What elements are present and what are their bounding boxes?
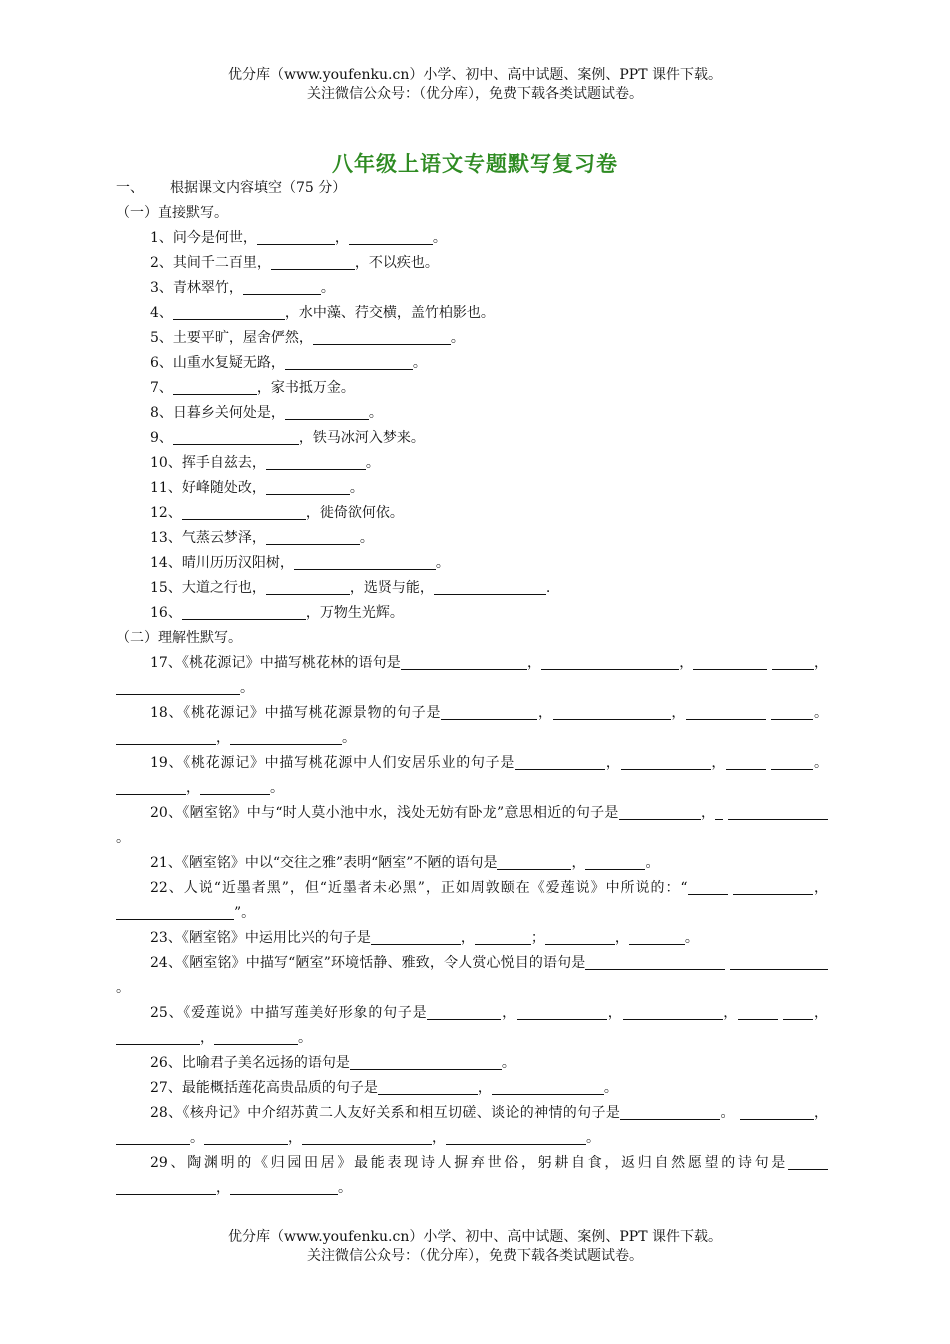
question-10: 10、挥手自兹去， 。 xyxy=(150,455,380,471)
answer-blank[interactable] xyxy=(726,753,766,770)
answer-blank[interactable] xyxy=(173,428,299,445)
question-23: 23、《陋室铭》中运用比兴的句子是 ， ； ， 。 xyxy=(150,930,699,946)
answer-blank[interactable] xyxy=(730,953,828,970)
answer-blank[interactable] xyxy=(715,803,723,820)
question-7: 7、 ，家书抵万金。 xyxy=(150,380,355,396)
answer-blank[interactable] xyxy=(629,928,685,945)
answer-blank[interactable] xyxy=(271,253,355,270)
question-2: 2、其间千二百里， ，不以疾也。 xyxy=(150,255,439,271)
exam-content xyxy=(116,176,828,1201)
answer-blank[interactable] xyxy=(257,228,335,245)
answer-blank[interactable] xyxy=(116,778,186,795)
answer-blank[interactable] xyxy=(116,728,216,745)
answer-blank[interactable] xyxy=(302,1128,432,1145)
question-5: 5、土要平旷，屋舍俨然， 。 xyxy=(150,330,465,346)
question-3: 3、青林翠竹， 。 xyxy=(150,280,335,296)
answer-blank[interactable] xyxy=(497,853,571,870)
answer-blank[interactable] xyxy=(553,703,671,720)
answer-blank[interactable] xyxy=(620,1103,720,1120)
answer-blank[interactable] xyxy=(116,1128,190,1145)
answer-blank[interactable] xyxy=(116,903,234,920)
answer-blank[interactable] xyxy=(771,703,813,720)
answer-blank[interactable] xyxy=(545,928,615,945)
question-14: 14、晴川历历汉阳树， 。 xyxy=(150,555,450,571)
header-line-2: 关注微信公众号：（优分库），免费下载各类试题试卷。 xyxy=(307,86,643,102)
answer-blank[interactable] xyxy=(585,853,645,870)
page-footer xyxy=(0,1228,950,1266)
answer-blank[interactable] xyxy=(619,803,701,820)
answer-blank[interactable] xyxy=(350,1053,502,1070)
answer-blank[interactable] xyxy=(116,1028,200,1045)
answer-blank[interactable] xyxy=(116,678,240,695)
answer-blank[interactable] xyxy=(313,328,451,345)
footer-line-2: 关注微信公众号：（优分库），免费下载各类试题试卷。 xyxy=(307,1248,643,1264)
answer-blank[interactable] xyxy=(173,303,285,320)
answer-blank[interactable] xyxy=(349,228,433,245)
question-26: 26、比喻君子美名远扬的语句是 。 xyxy=(150,1055,516,1071)
question-12: 12、 ，徙倚欲何依。 xyxy=(150,505,404,521)
page-header xyxy=(0,66,950,104)
question-6: 6、山重水复疑无路， 。 xyxy=(150,355,427,371)
part-1-heading: （一）直接默写。 xyxy=(116,205,228,221)
answer-blank[interactable] xyxy=(740,1103,814,1120)
question-22: 22、人说“近墨者黑”，但“近墨者未必黑”，正如周敦颐在《爱莲说》中所说的：“ ，”。 xyxy=(116,876,828,926)
answer-blank[interactable] xyxy=(266,453,366,470)
answer-blank[interactable] xyxy=(378,1078,478,1095)
part-2-heading: （二）理解性默写。 xyxy=(116,630,242,646)
page-title: 八年级上语文专题默写复习卷 xyxy=(332,151,618,176)
question-1: 1、问今是何世， ， 。 xyxy=(150,230,447,246)
answer-blank[interactable] xyxy=(733,878,813,895)
answer-blank[interactable] xyxy=(371,928,461,945)
question-27: 27、最能概括莲花高贵品质的句子是 ， 。 xyxy=(150,1080,618,1096)
question-28: 28、《核舟记》中介绍苏黄二人友好关系和相互切磋、谈论的神情的句子是 。 ，。 ， ， 。 xyxy=(116,1101,828,1151)
answer-blank[interactable] xyxy=(771,753,813,770)
answer-blank[interactable] xyxy=(285,403,369,420)
answer-blank[interactable] xyxy=(294,553,436,570)
answer-blank[interactable] xyxy=(214,1028,298,1045)
answer-blank[interactable] xyxy=(728,803,828,820)
section-1-heading xyxy=(116,176,828,201)
answer-blank[interactable] xyxy=(541,653,679,670)
question-9: 9、 ，铁马冰河入梦来。 xyxy=(150,430,425,446)
question-4: 4、 ，水中藻、荇交横，盖竹柏影也。 xyxy=(150,305,495,321)
question-25: 25、《爱莲说》中描写莲美好形象的句子是 ， ， ， ，， 。 xyxy=(116,1001,828,1051)
section-number: 一、 xyxy=(116,180,144,196)
answer-blank[interactable] xyxy=(230,728,342,745)
answer-blank[interactable] xyxy=(230,1178,338,1195)
answer-blank[interactable] xyxy=(788,1153,828,1170)
answer-blank[interactable] xyxy=(182,503,306,520)
answer-blank[interactable] xyxy=(266,478,350,495)
answer-blank[interactable] xyxy=(515,753,605,770)
question-17: 17、《桃花源记》中描写桃花林的语句是 ， ， ，。 xyxy=(116,651,828,701)
question-16: 16、 ，万物生光辉。 xyxy=(150,605,404,621)
answer-blank[interactable] xyxy=(243,278,321,295)
answer-blank[interactable] xyxy=(285,353,413,370)
question-13: 13、气蒸云梦泽， 。 xyxy=(150,530,374,546)
question-24: 24、《陋室铭》中描写“陋室”环境恬静、雅致，令人赏心悦目的语句是 。 xyxy=(116,951,828,1001)
answer-blank[interactable] xyxy=(585,953,725,970)
answer-blank[interactable] xyxy=(441,703,537,720)
answer-blank[interactable] xyxy=(688,878,728,895)
question-8: 8、日暮乡关何处是， 。 xyxy=(150,405,383,421)
answer-blank[interactable] xyxy=(266,578,350,595)
answer-blank[interactable] xyxy=(772,653,814,670)
answer-blank[interactable] xyxy=(173,378,257,395)
answer-blank[interactable] xyxy=(623,1003,723,1020)
question-21: 21、《陋室铭》中以“交往之雅”表明“陋室”不陋的语句是 ， 。 xyxy=(150,855,660,871)
answer-blank[interactable] xyxy=(427,1003,501,1020)
answer-blank[interactable] xyxy=(401,653,527,670)
answer-blank[interactable] xyxy=(492,1078,604,1095)
answer-blank[interactable] xyxy=(783,1003,813,1020)
footer-line-1: 优分库（www.youfenku.cn）小学、初中、高中试题、案例、PPT 课件下载。 xyxy=(227,1229,722,1245)
answer-blank[interactable] xyxy=(434,578,546,595)
answer-blank[interactable] xyxy=(182,603,306,620)
answer-blank[interactable] xyxy=(738,1003,778,1020)
answer-blank[interactable] xyxy=(475,928,531,945)
question-19: 19、《桃花源记》中描写桃花源中人们安居乐业的句子是 ， ， 。， 。 xyxy=(116,751,828,801)
header-line-1: 优分库（www.youfenku.cn）小学、初中、高中试题、案例、PPT 课件下载。 xyxy=(227,67,722,83)
answer-blank[interactable] xyxy=(446,1128,586,1145)
question-15: 15、大道之行也， ，选贤与能， . xyxy=(150,580,551,596)
section-label: 根据课文内容填空（75 分） xyxy=(170,180,347,196)
question-11: 11、好峰随处改， 。 xyxy=(150,480,364,496)
answer-blank[interactable] xyxy=(693,653,767,670)
answer-blank[interactable] xyxy=(116,1178,216,1195)
question-29: 29、陶渊明的《归园田居》最能表现诗人摒弃世俗，躬耕自食，返归自然愿望的诗句是 ， 。 xyxy=(116,1151,828,1201)
question-18: 18、《桃花源记》中描写桃花源景物的句子是 ， ， 。， 。 xyxy=(116,701,828,751)
answer-blank[interactable] xyxy=(621,753,711,770)
answer-blank[interactable] xyxy=(686,703,766,720)
answer-blank[interactable] xyxy=(266,528,360,545)
answer-blank[interactable] xyxy=(517,1003,607,1020)
question-20: 20、《陋室铭》中与“时人莫小池中水，浅处无妨有卧龙”意思相近的句子是 ， 。 xyxy=(116,801,828,851)
answer-blank[interactable] xyxy=(204,1128,288,1145)
answer-blank[interactable] xyxy=(200,778,270,795)
